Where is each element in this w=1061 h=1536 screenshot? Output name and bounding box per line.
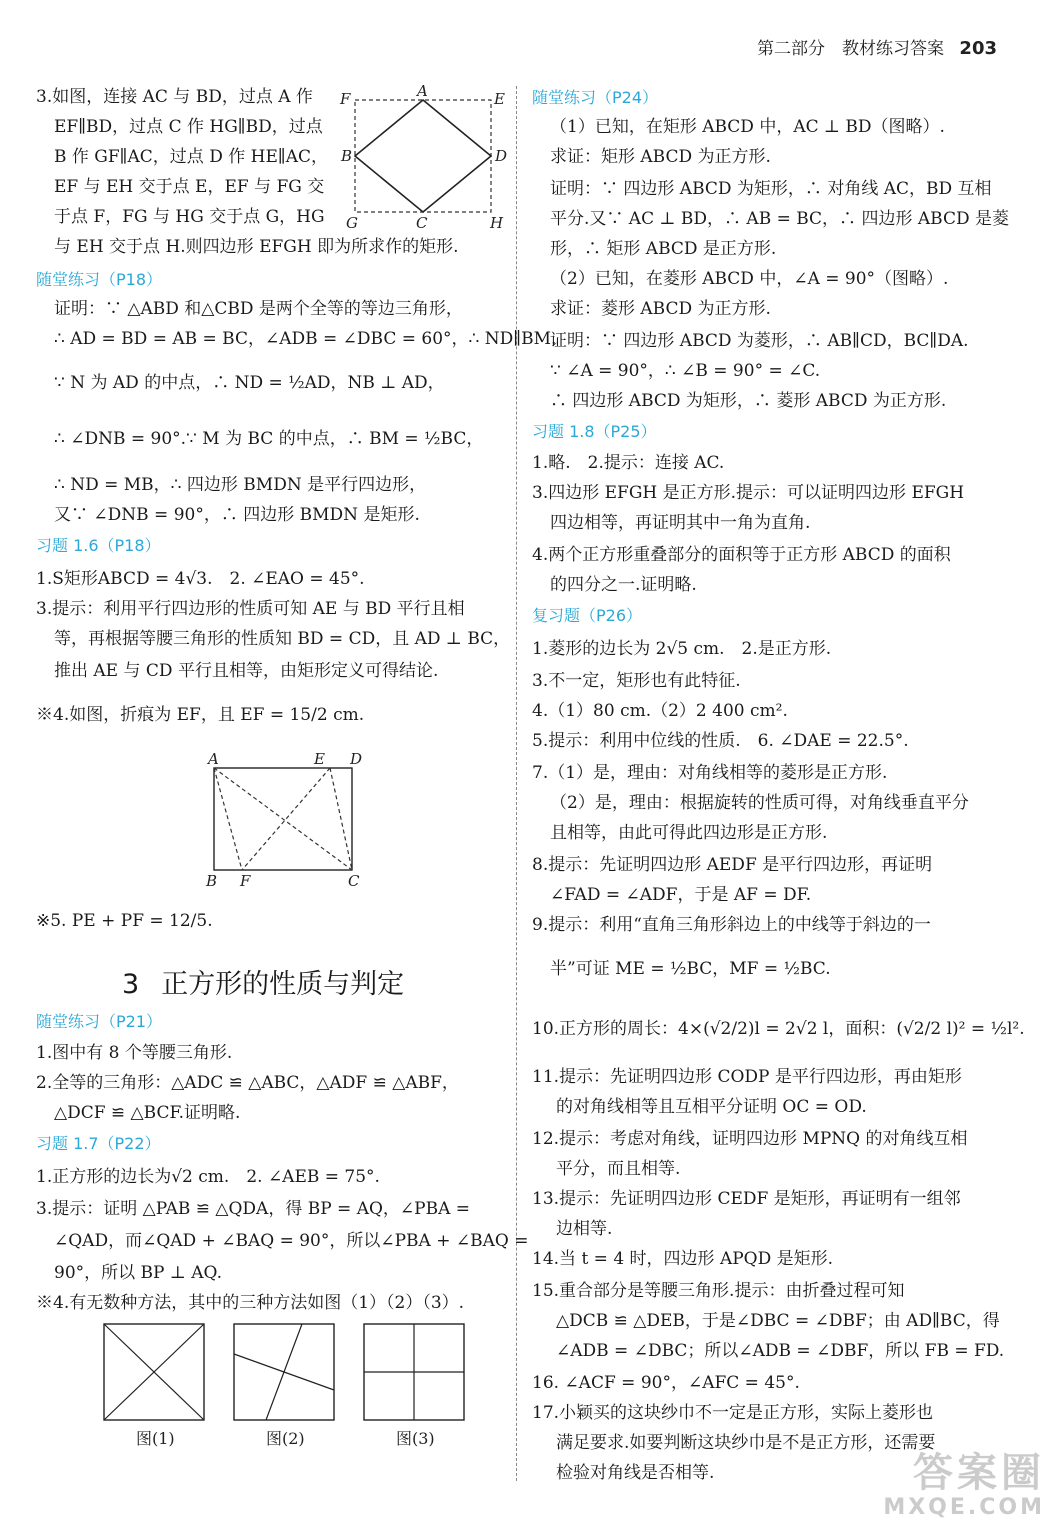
chapter-title: 正方形的性质与判定: [161, 969, 405, 1000]
text-line: 15.重合部分是等腰三角形.提示：由折叠过程可知: [532, 1281, 905, 1301]
text-line: 2.全等的三角形：△ADC ≌ △ABC，△ADF ≌ △ABF，: [36, 1073, 459, 1093]
text-line: 7.（1）是，理由：对角线相等的菱形是正方形.: [532, 763, 888, 783]
figure-caption: 图(2): [266, 1429, 305, 1448]
text-line: 13.提示：先证明四边形 CEDF 是矩形，再证明有一组邻: [532, 1189, 961, 1209]
point-label: E: [314, 750, 325, 768]
text-line: 3.如图，连接 AC 与 BD，过点 A 作: [36, 87, 313, 107]
figure-efgh: [340, 84, 510, 230]
text-line: △DCB ≌ △DEB，于是∠DBC = ∠DBF；由 AD∥BC，得: [556, 1311, 1000, 1331]
section-title: 习题 1.7（P22）: [36, 1134, 161, 1153]
section-title: 习题 1.6（P18）: [36, 536, 161, 555]
page-number: 203: [959, 38, 997, 59]
figure-caption: 图(3): [396, 1429, 435, 1448]
watermark-logo-text: 答案圈: [913, 1450, 1045, 1496]
text-line: 检验对角线是否相等.: [556, 1463, 715, 1483]
text-line: 10.正方形的周长：4×(√2/2)l = 2√2 l，面积：(√2/2 l)² = ½l².: [532, 1019, 1025, 1039]
section-title: 复习题（P26）: [532, 606, 643, 625]
text-line: 的四分之一.证明略.: [550, 575, 697, 595]
fold-line: [214, 768, 352, 870]
text-line: 求证：矩形 ABCD 为正方形.: [550, 147, 771, 167]
text-line: ∵ ∠A = 90°，∴ ∠B = 90° = ∠C.: [550, 361, 821, 381]
figure-fold: [200, 748, 370, 892]
square-figure-1: [104, 1324, 204, 1448]
point-label: H: [490, 214, 504, 232]
text-line: 1.图中有 8 个等腰三角形.: [36, 1043, 233, 1063]
section-title: 习题 1.8（P25）: [532, 422, 657, 441]
text-line: ∵ N 为 AD 的中点，∴ ND = ½AD，NB ⊥ AD，: [54, 373, 445, 393]
text-line: 半”可证 ME = ½BC，MF = ½BC.: [550, 959, 831, 979]
text-line: 1.正方形的边长为√2 cm. 2. ∠AEB = 75°.: [36, 1167, 380, 1187]
point-label: A: [417, 82, 428, 100]
section-title: 随堂练习（P21）: [36, 1012, 163, 1031]
text-line: 于点 F，FG 与 HG 交于点 G，HG: [54, 207, 325, 227]
text-line: 1.S矩形ABCD = 4√3. 2. ∠EAO = 45°.: [36, 569, 365, 589]
square-figure-2: [234, 1324, 334, 1448]
text-line: ∴ AD = BD = AB = BC，∠ADB = ∠DBC = 60°，∴ ND∥BM.: [54, 329, 557, 349]
text-line: 与 EH 交于点 H.则四边形 EFGH 即为所求作的矩形.: [54, 237, 459, 257]
rhombus-abcd: [355, 100, 491, 212]
text-line: 11.提示：先证明四边形 CODP 是平行四边形，再由矩形: [532, 1067, 962, 1087]
square-figure-3: [364, 1324, 464, 1448]
text-line: 3.不一定，矩形也有此特征.: [532, 671, 741, 691]
text-line: 且相等，由此可得此四边形是正方形.: [550, 823, 828, 843]
part-title: 第二部分 教材练习答案: [757, 39, 945, 59]
text-line: 17.小颖买的这块纱巾不一定是正方形，实际上菱形也: [532, 1403, 934, 1423]
text-line: 又∵ ∠DNB = 90°，∴ 四边形 BMDN 是矩形.: [54, 505, 420, 525]
text-line: ∴ ND = MB，∴ 四边形 BMDN 是平行四边形，: [54, 475, 427, 495]
text-line: 1.略. 2.提示：连接 AC.: [532, 453, 725, 473]
text-line: （2）是，理由：根据旋转的性质可得，对角线垂直平分: [550, 793, 969, 813]
fold-line: [330, 768, 352, 870]
text-line: ※4.有无数种方法，其中的三种方法如图（1）（2）（3）.: [36, 1293, 465, 1313]
text-line: 4.两个正方形重叠部分的面积等于正方形 ABCD 的面积: [532, 545, 951, 565]
text-line: 的对角线相等且互相平分证明 OC = OD.: [556, 1097, 867, 1117]
fold-line: [214, 768, 242, 870]
text-line: B 作 GF∥AC，过点 D 作 HE∥AC，: [54, 147, 329, 167]
text-line: 5.提示：利用中位线的性质. 6. ∠DAE = 22.5°.: [532, 731, 909, 751]
page-header: [757, 34, 997, 59]
text-line: ∠QAD，而∠QAD + ∠BAQ = 90°，所以∠PBA + ∠BAQ =: [54, 1231, 529, 1251]
text-line: 14.当 t = 4 时，四边形 APQD 是矩形.: [532, 1249, 834, 1269]
text-line: △DCF ≌ △BCF.证明略.: [54, 1103, 241, 1123]
point-label: B: [341, 147, 353, 165]
text-line: EF 与 EH 交于点 E，EF 与 FG 交: [54, 177, 325, 197]
text-line: 形，∴ 矩形 ABCD 是正方形.: [550, 239, 777, 259]
text-line: （2）已知，在菱形 ABCD 中，∠A = 90°（图略）.: [550, 269, 949, 289]
text-line: 满足要求.如要判断这块纱巾是不是正方形，还需要: [556, 1433, 936, 1453]
fold-line: [242, 768, 330, 870]
text-line: 四边相等，再证明其中一角为直角.: [550, 513, 811, 533]
text-line: 12.提示：考虑对角线，证明四边形 MPNQ 的对角线互相: [532, 1129, 968, 1149]
text-line: 等，再根据等腰三角形的性质知 BD = CD，且 AD ⊥ BC，: [54, 629, 511, 649]
chapter-heading: [122, 962, 404, 1001]
text-line: 3.提示：利用平行四边形的性质可知 AE 与 BD 平行且相: [36, 599, 465, 619]
watermark: [883, 1451, 1045, 1520]
text-line: 推出 AE 与 CD 平行且相等，由矩形定义可得结论.: [54, 661, 439, 681]
text-line: ※5. PE + PF = 12/5.: [36, 911, 213, 931]
point-label: F: [340, 90, 351, 108]
text-line: ∠ADB = ∠DBC；所以∠ADB = ∠DBF，所以 FB = FD.: [556, 1341, 1005, 1361]
text-line: 9.提示：利用“直角三角形斜边上的中线等于斜边的一: [532, 915, 931, 935]
text-line: 证明：∵ △ABD 和△CBD 是两个全等的等边三角形，: [54, 299, 463, 319]
point-label: F: [240, 872, 251, 890]
point-label: C: [416, 214, 428, 232]
rectangle-efgh: [355, 100, 491, 212]
section-title: 随堂练习（P18）: [36, 270, 163, 289]
point-label: C: [348, 872, 360, 890]
section-title: 随堂练习（P24）: [532, 88, 659, 107]
text-line: ∴ ∠DNB = 90°.∵ M 为 BC 的中点，∴ BM = ½BC，: [54, 429, 484, 449]
chapter-number: 3: [122, 969, 140, 1000]
text-line: 4.（1）80 cm.（2）2 400 cm².: [532, 701, 788, 721]
text-line: 平分.又∵ AC ⊥ BD，∴ AB = BC，∴ 四边形 ABCD 是菱: [550, 209, 1009, 229]
text-line: 3.四边形 EFGH 是正方形.提示：可以证明四边形 EFGH: [532, 483, 965, 503]
point-label: G: [346, 214, 358, 232]
point-label: D: [495, 147, 508, 165]
text-line: 平分，而且相等.: [556, 1159, 681, 1179]
text-line: （1）已知，在矩形 ABCD 中，AC ⊥ BD（图略）.: [550, 117, 945, 137]
text-line: 16. ∠ACF = 90°，∠AFC = 45°.: [532, 1373, 800, 1393]
column-divider: [516, 86, 517, 1481]
text-line: EF∥BD，过点 C 作 HG∥BD，过点: [54, 117, 323, 137]
watermark-url: MXQE.COM: [883, 1495, 1045, 1520]
text-line: 边相等.: [556, 1219, 613, 1239]
point-label: A: [208, 750, 219, 768]
text-line: 求证：菱形 ABCD 为正方形.: [550, 299, 771, 319]
point-label: E: [494, 90, 505, 108]
text-line: 3.提示：证明 △PAB ≌ △QDA，得 BP = AQ，∠PBA =: [36, 1199, 471, 1219]
text-line: ∠FAD = ∠ADF，于是 AF = DF.: [550, 885, 812, 905]
text-line: ∴ 四边形 ABCD 为矩形，∴ 菱形 ABCD 为正方形.: [550, 391, 947, 411]
figure-squares: [100, 1320, 480, 1450]
figure-caption: 图(1): [136, 1429, 175, 1448]
text-line: ※4.如图，折痕为 EF，且 EF = 15/2 cm.: [36, 705, 365, 725]
text-line: 1.菱形的边长为 2√5 cm. 2.是正方形.: [532, 639, 832, 659]
point-label: B: [206, 872, 218, 890]
text-line: 证明：∵ 四边形 ABCD 为菱形，∴ AB∥CD，BC∥DA.: [550, 331, 969, 351]
text-line: 证明：∵ 四边形 ABCD 为矩形，∴ 对角线 AC，BD 互相: [550, 179, 992, 199]
text-line: 8.提示：先证明四边形 AEDF 是平行四边形，再证明: [532, 855, 933, 875]
text-line: 90°，所以 BP ⊥ AQ.: [54, 1263, 223, 1283]
point-label: D: [350, 750, 363, 768]
